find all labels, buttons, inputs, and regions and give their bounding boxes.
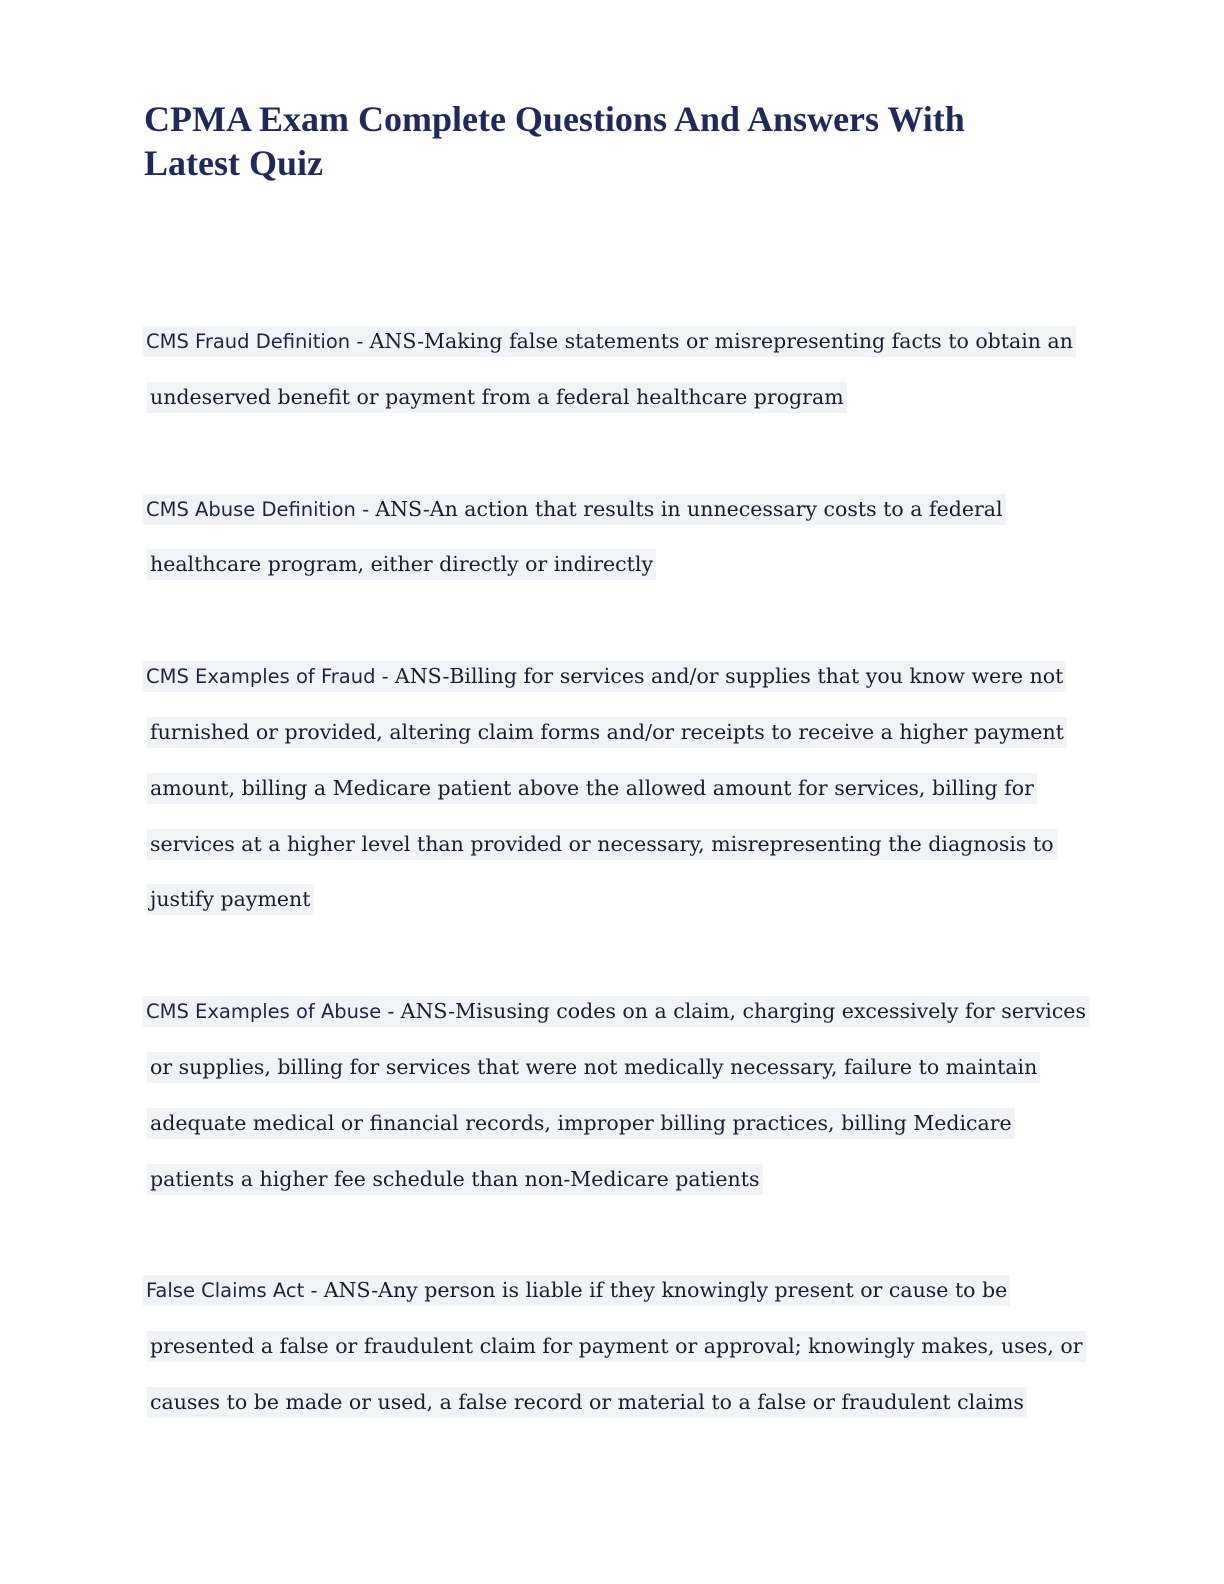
document-title — [144, 97, 1064, 185]
entry-answer-continued: presented a false or fraudulent claim for payment or approval; knowingly makes, uses, or — [147, 1331, 1086, 1362]
entry-line — [143, 537, 1083, 593]
entry-answer: ANS-Billing for services and/or supplies that you know were not — [394, 664, 1064, 689]
entry-line — [143, 314, 1083, 370]
entry-answer-continued: justify payment — [147, 884, 314, 915]
entry-line — [143, 984, 1086, 1040]
entry-term: False Claims Act - — [146, 1279, 324, 1303]
qa-entry — [143, 984, 1086, 1207]
entry-answer: ANS-An action that results in unnecessary costs to a federal — [375, 496, 1003, 521]
entry-answer-continued: or supplies, billing for services that were not medically necessary, failure to maintain — [147, 1052, 1040, 1083]
entry-answer-continued: undeserved benefit or payment from a federal healthcare program — [147, 382, 847, 413]
entry-answer-continued: services at a higher level than provided or necessary, misrepresenting the diagnosis to — [147, 829, 1057, 860]
entry-answer: ANS-Misusing codes on a claim, charging excessively for services — [400, 999, 1086, 1024]
entry-answer-continued: adequate medical or financial records, improper billing practices, billing Medicare — [147, 1108, 1015, 1139]
qa-entry — [143, 314, 1083, 426]
entry-line — [143, 761, 1083, 817]
qa-entry — [143, 1263, 1083, 1430]
entry-line — [143, 370, 1083, 426]
entry-line — [143, 817, 1083, 873]
qa-list — [143, 314, 1086, 1487]
entry-line — [143, 1096, 1083, 1152]
title-line-2: Latest Quiz — [144, 143, 323, 183]
entry-line — [143, 1319, 1083, 1375]
entry-line — [143, 705, 1083, 761]
entry-answer-continued: patients a higher fee schedule than non-Medicare patients — [147, 1164, 763, 1195]
entry-line — [143, 649, 1083, 705]
entry-term: CMS Abuse Definition - — [146, 497, 376, 521]
entry-answer-continued: amount, billing a Medicare patient above the allowed amount for services, billing for — [147, 773, 1037, 804]
entry-answer-continued: causes to be made or used, a false record or material to a false or fraudulent claims — [147, 1387, 1027, 1418]
qa-entry — [143, 482, 1083, 594]
entry-answer: ANS-Any person is liable if they knowingly present or cause to be — [323, 1278, 1008, 1303]
title-line-1: CPMA Exam Complete Questions And Answers With — [144, 99, 965, 139]
entry-line — [143, 1040, 1083, 1096]
qa-entry — [143, 649, 1083, 928]
entry-line — [143, 1263, 1083, 1319]
entry-line — [143, 1152, 1083, 1208]
entry-answer-continued: healthcare program, either directly or indirectly — [147, 549, 656, 580]
entry-answer: ANS-Making false statements or misrepresenting facts to obtain an — [369, 329, 1073, 353]
entry-line — [143, 482, 1083, 538]
entry-term: CMS Examples of Abuse - — [146, 1000, 401, 1024]
entry-answer-continued: furnished or provided, altering claim forms and/or receipts to receive a higher payment — [147, 717, 1067, 748]
entry-line — [143, 1375, 1083, 1431]
entry-term: CMS Fraud Definition - — [146, 330, 370, 353]
entry-term: CMS Examples of Fraud - — [146, 665, 395, 689]
entry-line — [143, 872, 1083, 928]
